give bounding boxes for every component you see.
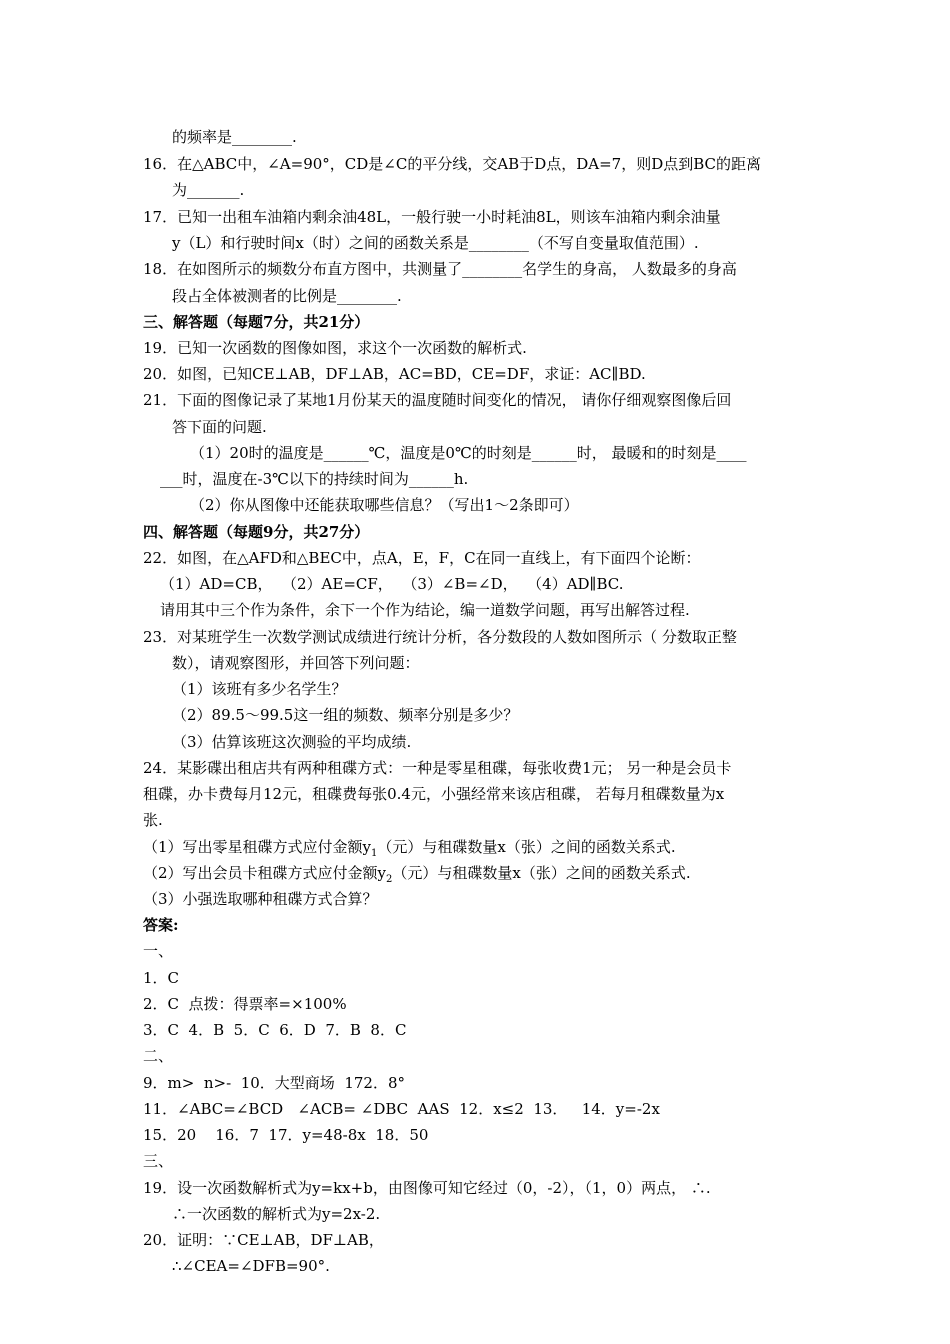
q22-instruction: 请用其中三个作为条件，余下一个作为结论，编一道数学问题，再写出解答过程. bbox=[160, 601, 690, 619]
q17-continuation: y（L）和行驶时间x（时）之间的函数关系是________（不写自变量取值范围）. bbox=[172, 234, 699, 252]
q23-text: 23．对某班学生一次数学测试成绩进行统计分析，各分数段的人数如图所示（ 分数取正整 bbox=[143, 628, 737, 646]
q21-part2: （2）你从图像中还能获取哪些信息？（写出1～2条即可） bbox=[190, 496, 579, 514]
section-3-heading: 三、解答题（每题7分，共21分） bbox=[143, 313, 370, 331]
q16-text: 16．在△ABC中，∠A=90°，CD是∠C的平分线，交AB于D点，DA=7，则D点到BC的距离 bbox=[143, 155, 761, 173]
answers-section-2: 二、 bbox=[143, 1047, 174, 1065]
answers-3-8: 3．C 4．B 5．C 6．D 7．B 8．C bbox=[143, 1021, 407, 1039]
answer-20-continuation: ∴∠CEA=∠DFB=90°. bbox=[172, 1257, 330, 1275]
answer-2: 2．C 点拨：得票率=×100% bbox=[143, 995, 347, 1013]
q21-text: 21．下面的图像记录了某地1月份某天的温度随时间变化的情况， 请你仔细观察图像后回 bbox=[143, 391, 732, 409]
q24-part1: （1）写出零星租碟方式应付金额$y_1$（元）与租碟数量x（张）之间的函数关系式. bbox=[143, 838, 676, 859]
answers-section-1: 一、 bbox=[143, 942, 174, 960]
q24-continuation: 租碟，办卡费每月12元，租碟费每张0.4元，小强经常来该店租碟， 若每月租碟数量为x bbox=[143, 785, 725, 803]
q24-part3: （3）小强选取哪种租碟方式合算？ bbox=[143, 890, 378, 908]
answer-19: 19．设一次函数解析式为y=kx+b，由图像可知它经过（0，-2），（1，0）两点， ∴. bbox=[143, 1179, 711, 1197]
q18-text: 18．在如图所示的频数分布直方图中，共测量了________名学生的身高， 人数最多的身高 bbox=[143, 260, 737, 278]
q24-part2: （2）写出会员卡租碟方式应付金额$y_2$（元）与租碟数量x（张）之间的函数关系式. bbox=[143, 864, 691, 885]
q24-text: 24．某影碟出租店共有两种租碟方式：一种是零星租碟，每张收费1元； 另一种是会员卡 bbox=[143, 759, 732, 777]
answer-19-continuation: ∴一次函数的解析式为y=2x-2. bbox=[172, 1205, 381, 1223]
q22-text: 22．如图，在△AFD和△BEC中，点A，E，F，C在同一直线上，有下面四个论断： bbox=[143, 549, 701, 567]
answers-heading: 答案: bbox=[143, 916, 179, 934]
answer-1: 1．C bbox=[143, 969, 180, 987]
q23-part2: （2）89.5～99.5这一组的频数、频率分别是多少？ bbox=[172, 706, 519, 724]
answers-15-18: 15．20 16．7 17．y=48-8x 18．50 bbox=[143, 1126, 429, 1144]
q17-text: 17．已知一出租车油箱内剩余油48L，一般行驶一小时耗油8L，则该车油箱内剩余油量 bbox=[143, 208, 721, 226]
q21-continuation: 答下面的问题. bbox=[172, 418, 267, 436]
q20-text: 20．如图，已知CE⊥AB，DF⊥AB，AC=BD，CE=DF，求证：AC∥BD. bbox=[143, 365, 646, 383]
q18-continuation: 段占全体被测者的比例是________. bbox=[172, 287, 402, 305]
q23-continuation: 数），请观察图形，并回答下列问题： bbox=[172, 654, 420, 672]
section-4-heading: 四、解答题（每题9分，共27分） bbox=[143, 523, 370, 541]
q16-continuation: 为_______. bbox=[172, 181, 245, 199]
q15-continuation: 的频率是________. bbox=[172, 128, 297, 146]
answer-20: 20．证明：∵CE⊥AB，DF⊥AB， bbox=[143, 1231, 384, 1249]
answers-9-10: 9．m> n>- 10．大型商场 172．8° bbox=[143, 1074, 406, 1092]
q23-part3: （3）估算该班这次测验的平均成绩. bbox=[172, 733, 412, 751]
q19-text: 19．已知一次函数的图像如图，求这个一次函数的解析式. bbox=[143, 339, 527, 357]
q24-continuation-2: 张. bbox=[143, 811, 163, 829]
q21-part1-continuation: ___时，温度在-3℃以下的持续时间为______h. bbox=[160, 470, 469, 488]
answers-section-3: 三、 bbox=[143, 1152, 174, 1170]
q21-part1: （1）20时的温度是______℃，温度是0℃的时刻是______时， 最暖和的时刻是____ bbox=[190, 444, 747, 462]
answers-11-14: 11．∠ABC=∠BCD ∠ACB= ∠DBC AAS 12．x≤2 13． 14．y=-2x bbox=[143, 1100, 660, 1118]
q23-part1: （1）该班有多少名学生？ bbox=[172, 680, 347, 698]
q22-statements: （1）AD=CB， （2）AE=CF， （3）∠B=∠D， （4）AD∥BC. bbox=[160, 575, 624, 593]
